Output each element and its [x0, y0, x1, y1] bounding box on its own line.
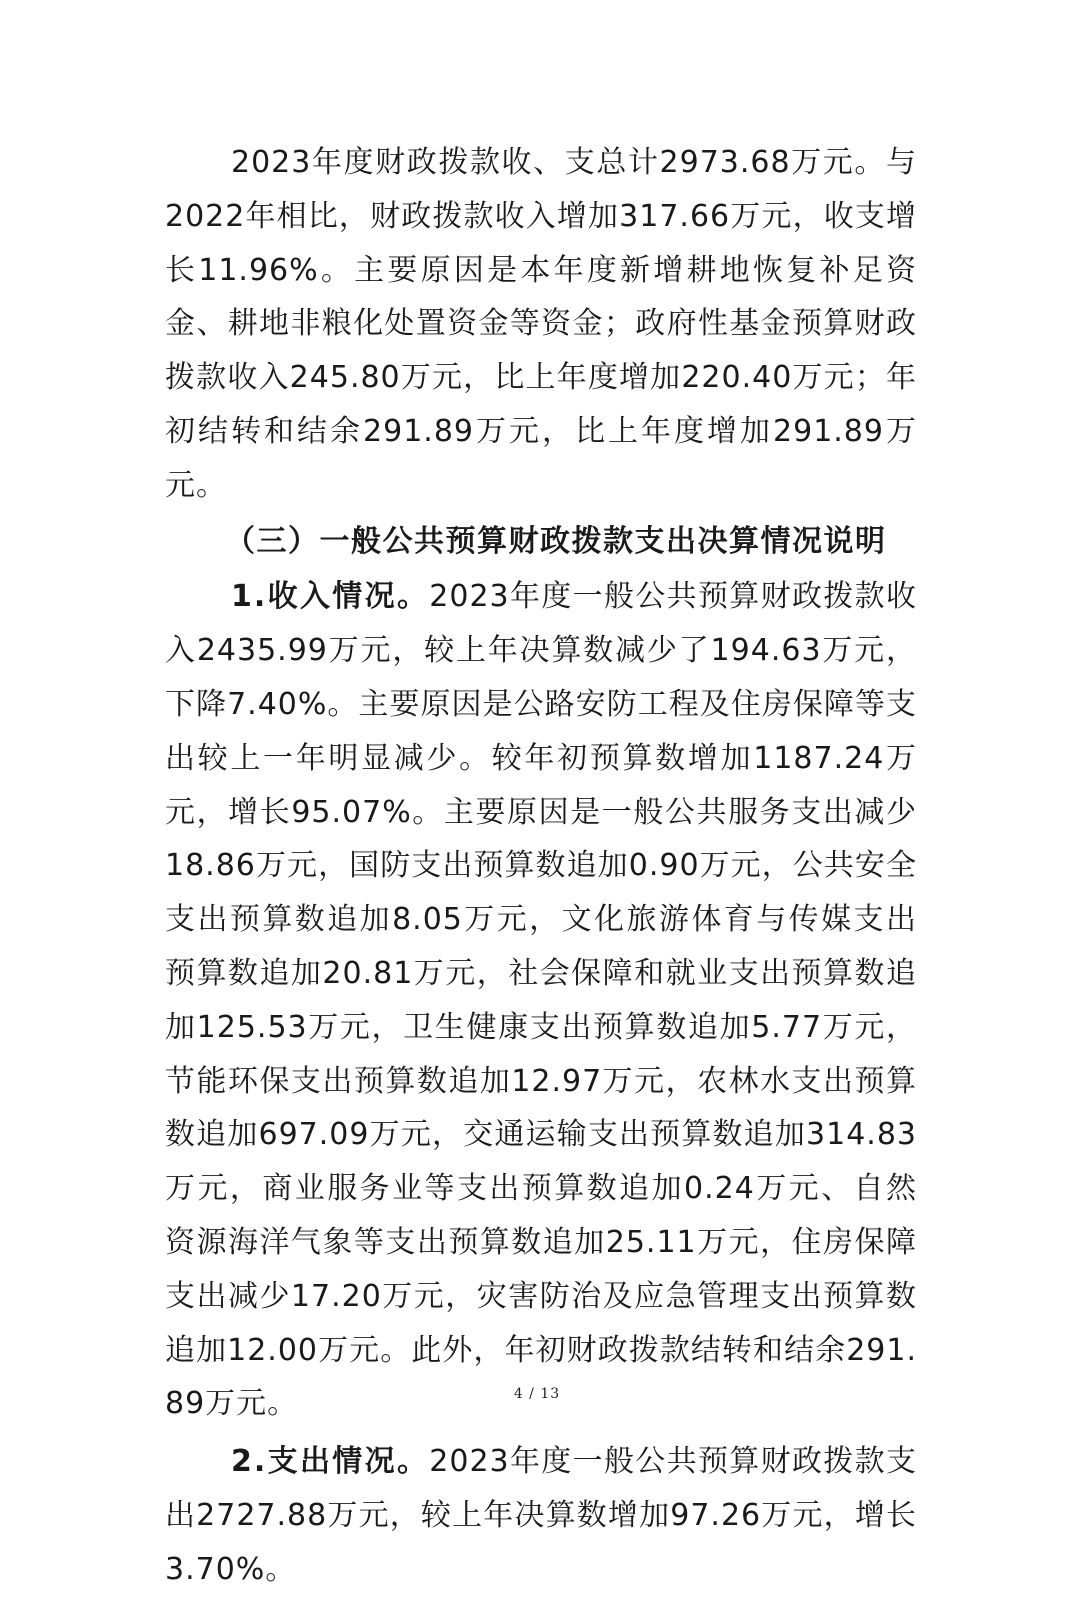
page-number: 4 / 13 [513, 1386, 561, 1402]
paragraph-lead: 1.收入情况。 [231, 579, 430, 615]
paragraph-text: 2023年度财政拨款收、支总计2973.68万元。与2022年相比，财政拨款收入增加317.66万元，收支增长11.96%。主要原因是本年度新增耕地恢复补足资金、耕地非粮化处置资金等资金；政府性基金预算财政拨款收入245.80万元，比上年度增加220.40万元；年初结转和结余291.89万元，比上年度增加291.89万元。 [165, 145, 917, 503]
section-heading: （三）一般公共预算财政拨款支出决算情况说明 [225, 523, 887, 559]
paragraph-lead: 2.支出情况。 [231, 1444, 430, 1480]
paragraph-expenditure [165, 1435, 917, 1596]
paragraph-text: 2023年度一般公共预算财政拨款支出2727.88万元，较上年决算数增加97.26万元，增长3.70%。 [165, 1444, 917, 1587]
paragraph-income [165, 570, 917, 1431]
paragraph-fiscal-totals [165, 136, 917, 513]
paragraph-text: 2023年度一般公共预算财政拨款收入2435.99万元，较上年决算数减少了194.63万元，下降7.40%。主要原因是公路安防工程及住房保障等支出较上一年明显减少。较年初预算数增加1187.24万元，增长95.07%。主要原因是一般公共服务支出减少18.86万元，国防支出预算数追加0.90万元，公共安全支出预算数追加8.05万元，文化旅游体育与传媒支出预算数追加20.81万元，社会保障和就业支出预算数追加125.53万元，卫生健康支出预算数追加5.77万元，节能环保支出预算数追加12.97万元，农林水支出预算数追加697.09万元，交通运输支出预算数追加314.83万元，商业服务业等支出预算数追加0.24万元、自然资源海洋气象等支出预算数追加25.11万元，住房保障支出减少17.20万元，灾害防治及应急管理支出预算数追加12.00万元。此外，年初财政拨款结转和结余291.89万元。 [165, 579, 917, 1422]
document-page [165, 136, 917, 1597]
